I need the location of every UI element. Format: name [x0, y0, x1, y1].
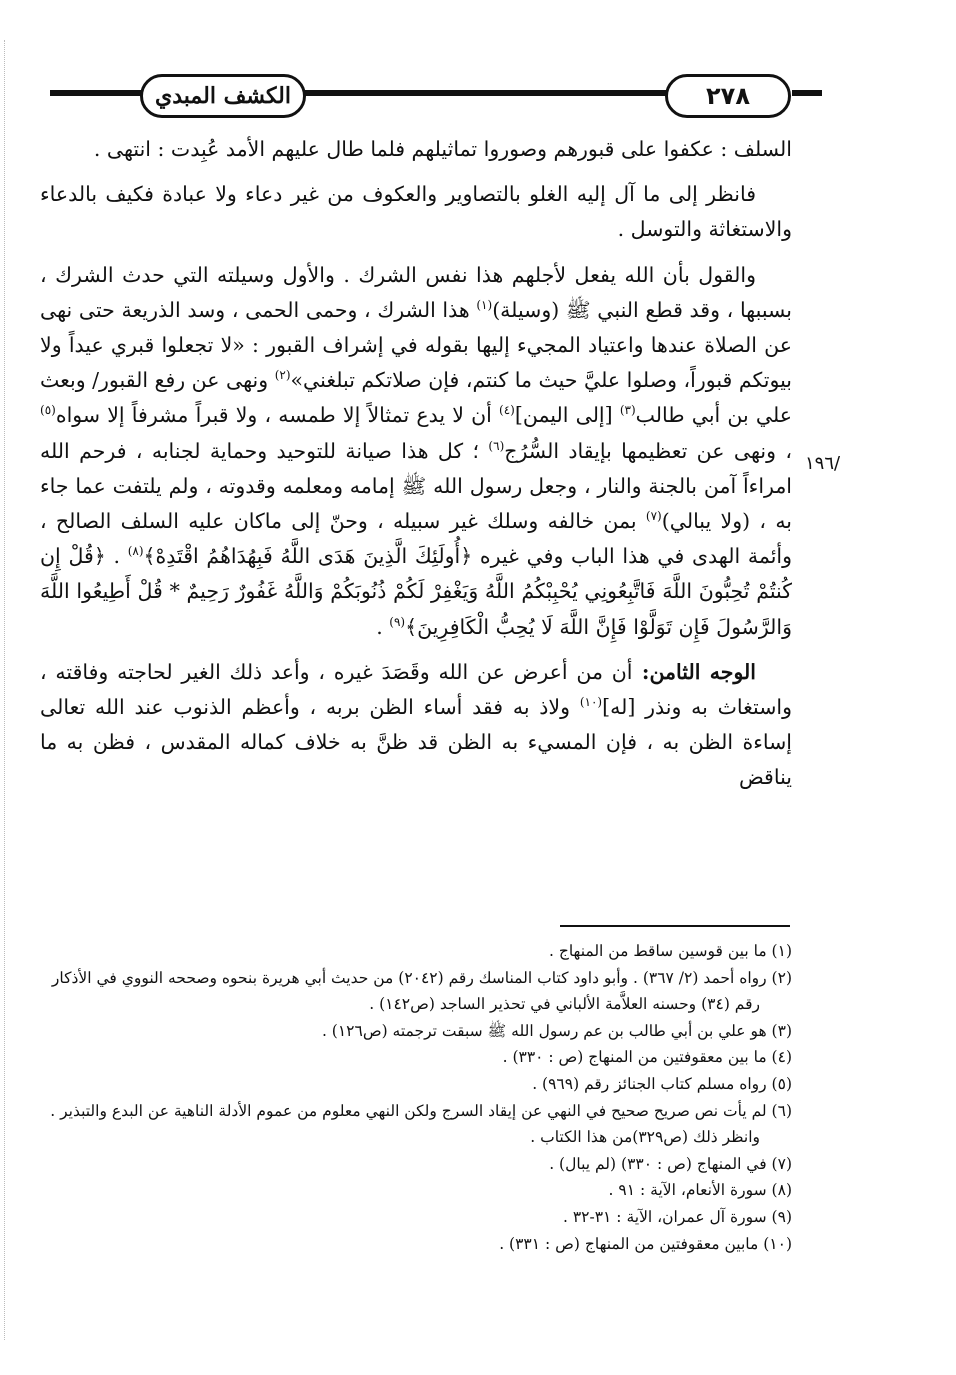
footnote-marker: (٩)	[389, 614, 406, 629]
paragraph	[40, 132, 792, 167]
text-run: أن لا يدع تمثالاً إلا طمسه ، ولا قبراً مشرفاً إلا سواه	[55, 403, 500, 428]
footnote: (٢) رواه أحمد (٢/ ٣٦٧) . وأبو داود كتاب المناسك رقم (٢٠٤٢) من حديث أبي هريرة بنحوه وصححه النووي في الأذكار رقم (٣٤) وحسنه العلاَّمة الألباني في تحذير الساجد (ص١٤٢) .	[51, 968, 792, 1014]
footnote-marker: (٦)	[488, 438, 505, 453]
margin-page-reference: /١٩٦	[805, 453, 841, 474]
paragraph	[40, 655, 792, 796]
main-text	[40, 132, 792, 806]
footnote: (٦) لم يأت نص صريح صحيح في النهي عن إيقاد السرج ولكن النهي معلوم من عموم الأدلة الناهية عن البدع والتبذير . وانظر ذلك (ص٣٢٩)من هذا الكتاب .	[50, 1101, 792, 1147]
footnote-separator	[560, 925, 790, 927]
footnote: (٤) ما بين معقوفتين من المنهاج (ص : ٣٣٠) .	[502, 1048, 792, 1067]
text-run: . ﴿قُلْ إِن كُنتُمْ تُحِبُّونَ اللَّهَ فَاتَّبِعُونِي يُحْبِبْكُمُ اللَّهُ وَيَغْفِرْ لَكُمْ ذُنُوبَكُمْ وَاللَّهُ غَفُورٌ رَحِيمٌ * قُلْ أَطِيعُوا اللَّهَ وَالرَّسُولَ فَإِن تَوَلَّوْا فَإِنَّ اللَّهَ لَا يُحِبُّ الْكَافِرِينَ﴾	[40, 544, 792, 639]
page-header	[40, 70, 800, 118]
footnote-marker: (٥)	[40, 403, 56, 418]
text-run: بمن خالفه وسلك غير سبيله ، وحنّ إلى ماكان عليه السلف الصالح ، وأئمة الهدى في هذا الباب وفي غيره ﴿أُولَئِكَ الَّذِينَ هَدَى اللَّهُ فَبِهُدَاهُمُ اقْتَدِهْ﴾	[40, 509, 793, 569]
footnote-marker: (٢)	[274, 368, 291, 383]
text-run: .	[376, 614, 390, 639]
text-run: ولاذ به فقد أساء الظن بربه ، وأعظم الذنوب عند الله تعالى إساءة الظن به ، فإن المسيء به الظن قد ظنَّ به خلاف كماله المقدس ، فظن به ما يناقض	[40, 695, 792, 790]
text-run: هذا الشرك ، وحمى الحمى ، وسد الذريعة حتى نهى عن الصلاة عندها واعتياد المجيء إليها بقوله في إشراف القبور : «لا تجعلوا قبري عيداً ولا بيوتكم قبوراً، وصلوا عليَّ حيث ما كنتم، فإن صلاتكم تبلغني»	[40, 297, 792, 393]
text-run: ؛ كل هذا صيانة للتوحيد وحماية لجنابه ، فرحم الله امراءاً آمن بالجنة والنار ، وجعل رسول الله ﷺ إمامه ومعلمه وقدوته ، ولم يلتفت عما جاء به ، (ولا يبالي)	[40, 438, 793, 534]
text-run: ونهى عن رفع القبور/ وبعث علي بن أبي طالب	[39, 368, 793, 428]
paragraph	[40, 258, 792, 645]
footnote-marker: (٤)	[499, 403, 515, 418]
book-title: الكشف المبدي	[140, 74, 306, 118]
footnote: (٧) في المنهاج (ص : ٣٣٠) (لم يبال) .	[549, 1154, 792, 1173]
header-rule-middle	[300, 90, 720, 96]
footnote-marker: (٣)	[619, 403, 636, 418]
page-number: ٢٧٨	[665, 74, 791, 118]
paragraph	[40, 177, 792, 247]
header-rule-left	[50, 90, 150, 96]
scan-gutter	[4, 40, 6, 1340]
footnotes	[40, 938, 792, 1257]
footnote: (١٠) مابين معقوفتين من المنهاج (ص : ٣٣١) .	[499, 1234, 792, 1253]
footnote-marker: (٨)	[127, 544, 144, 559]
text-run: فانظر إلى ما آل إليه الغلو بالتصاوير والعكوف من غير دعاء ولا عبادة فكيف بالدعاء والاستغاثة والتوسل .	[40, 182, 792, 242]
footnote: (٨) سورة الأنعام، الآية : ٩١ .	[608, 1181, 792, 1200]
footnote-marker: (١)	[476, 297, 493, 312]
footnote: (١) ما بين قوسين ساقط من المنهاج .	[548, 942, 792, 960]
footnote-marker: (٧)	[645, 509, 662, 524]
footnote: (٩) سورة آل عمران، الآية : ٣١-٣٢ .	[562, 1207, 792, 1226]
text-run: الوجه الثامن:	[632, 659, 756, 684]
text-run: ، ونهى عن تعظيمها بإيقاد السُّرُج	[504, 438, 792, 463]
text-run: [إلى اليمن]	[514, 403, 620, 428]
footnote-marker: (١٠)	[579, 695, 603, 710]
text-run: السلف : عكفوا على قبورهم وصوروا تماثيلهم فلما طال عليهم الأمد عُبِدت : انتهى .	[93, 137, 792, 161]
text-run: أن من أعرض عن الله وقَصَدَ غيره ، وأعد ذلك الغير لحاجته وفاقته ، واستغاث به ونذر [له]	[40, 659, 793, 720]
text-run: والقول بأن الله يفعل لأجلهم هذا نفس الشرك . والأول وسيلته التي حدث الشرك ، بسببها ، وقد قطع النبي ﷺ (وسيلة)	[40, 262, 792, 322]
footnote: (٣) هو علي بن أبي طالب بن عم رسول الله ﷺ سبقت ترجمته (ص١٢٦) .	[321, 1021, 792, 1040]
footnote: (٥) رواه مسلم كتاب الجنائز رقم (٩٦٩) .	[532, 1074, 792, 1093]
header-rule-right	[792, 90, 822, 96]
